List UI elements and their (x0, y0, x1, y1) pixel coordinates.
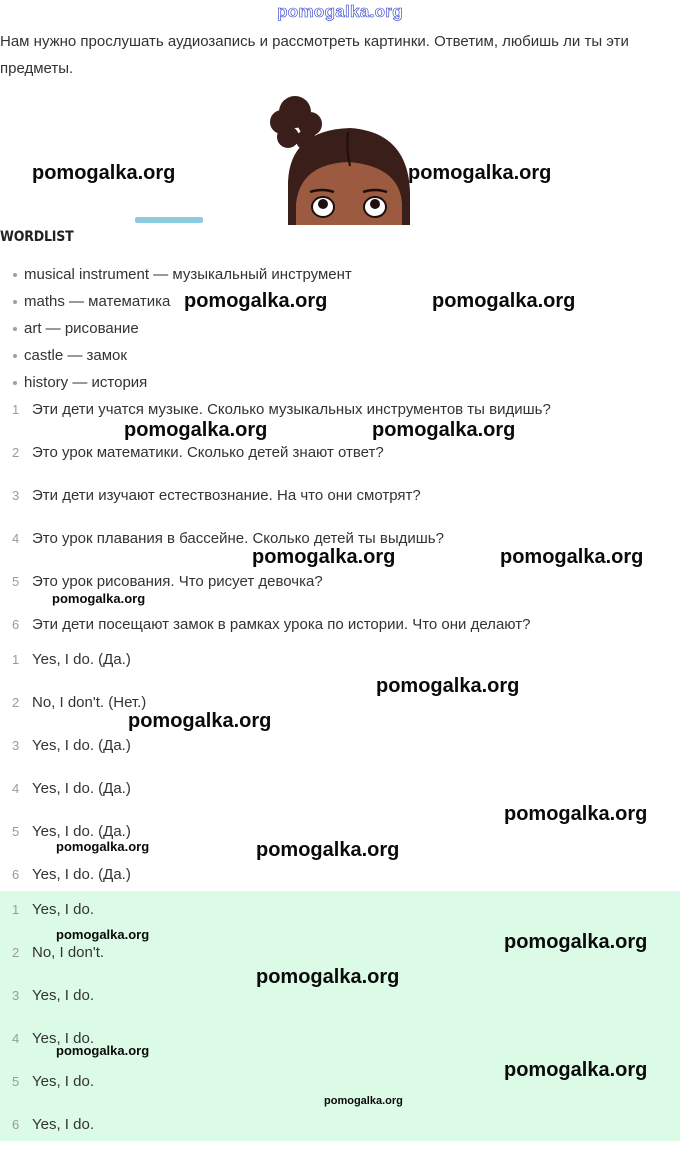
watermark: pomogalka.org (184, 290, 328, 312)
watermark: pomogalka.org (376, 675, 520, 697)
girl-illustration (130, 92, 420, 225)
item-text: Yes, I do. (32, 1073, 94, 1090)
item-number: 2 (12, 945, 20, 960)
item-number: 1 (12, 652, 20, 667)
watermark: pomogalka.org (324, 1095, 403, 1107)
item-number: 3 (12, 488, 20, 503)
watermark: pomogalka.org (124, 419, 268, 441)
watermark: pomogalka.org (56, 839, 150, 854)
wordlist-item: history — история (0, 369, 352, 396)
item-text: Эти дети посещают замок в рамках урока по истории. Что они делают? (32, 616, 531, 633)
list-item (0, 986, 680, 1029)
item-text: Yes, I do. (Да.) (32, 737, 131, 754)
questions-list (0, 400, 680, 658)
list-item (0, 693, 680, 736)
watermark: pomogalka.org (252, 546, 396, 568)
item-number: 5 (12, 824, 20, 839)
watermark: pomogalka.org (32, 162, 176, 184)
answers-ru-list (0, 650, 680, 908)
watermark: pomogalka.org (408, 162, 552, 184)
list-item (0, 443, 680, 486)
item-number: 2 (12, 695, 20, 710)
watermark: pomogalka.org (256, 966, 400, 988)
item-text: Это урок рисования. Что рисует девочка? (32, 573, 323, 590)
item-number: 3 (12, 988, 20, 1003)
list-item (0, 486, 680, 529)
list-item (0, 400, 680, 443)
item-text: Yes, I do. (32, 1116, 94, 1133)
watermark: pomogalka.org (432, 290, 576, 312)
watermark: pomogalka.org (372, 419, 516, 441)
item-text: Это урок плавания в бассейне. Сколько детей ты выдишь? (32, 530, 444, 547)
item-number: 4 (12, 531, 20, 546)
watermark: pomogalka.org (52, 591, 146, 606)
wordlist (0, 261, 352, 396)
watermark: pomogalka.org (128, 710, 272, 732)
item-number: 6 (12, 617, 20, 632)
watermark: pomogalka.org (504, 1059, 648, 1081)
site-header-link[interactable]: pomogalka.org (277, 2, 403, 21)
item-text: No, I don't. (Нет.) (32, 694, 147, 711)
item-text: Это урок математики. Сколько детей знают ответ? (32, 444, 384, 461)
item-number: 6 (12, 867, 20, 882)
watermark: pomogalka.org (256, 839, 400, 861)
item-number: 4 (12, 1031, 20, 1046)
wordlist-title: WORDLIST (0, 229, 74, 245)
wordlist-item: maths — математика (0, 288, 352, 315)
item-number: 4 (12, 781, 20, 796)
wordlist-item: castle — замок (0, 342, 352, 369)
item-text: Yes, I do. (32, 987, 94, 1004)
item-text: Yes, I do. (32, 1030, 94, 1047)
item-number: 5 (12, 1074, 20, 1089)
watermark: pomogalka.org (500, 546, 644, 568)
watermark: pomogalka.org (56, 927, 150, 942)
list-item (0, 650, 680, 693)
intro-text: Нам нужно прослушать аудиозапись и рассмотреть картинки. Ответим, любишь ли ты эти предметы. (0, 33, 629, 77)
item-text: Yes, I do. (Да.) (32, 780, 131, 797)
list-item (0, 736, 680, 779)
list-item (0, 1115, 680, 1158)
item-text: Эти дети учатся музыке. Сколько музыкальных инструментов ты видишь? (32, 401, 551, 418)
wordlist-item: musical instrument — музыкальный инструмент (0, 261, 352, 288)
watermark: pomogalka.org (56, 1043, 150, 1058)
item-number: 3 (12, 738, 20, 753)
item-text: No, I don't. (32, 944, 105, 961)
item-number: 1 (12, 902, 20, 917)
item-number: 6 (12, 1117, 20, 1132)
item-text: Yes, I do. (Да.) (32, 651, 131, 668)
item-text: Yes, I do. (32, 901, 94, 918)
wordlist-item: art — рисование (0, 315, 352, 342)
item-number: 1 (12, 402, 20, 417)
item-text: Yes, I do. (Да.) (32, 823, 131, 840)
item-number: 5 (12, 574, 20, 589)
watermark: pomogalka.org (504, 803, 648, 825)
item-text: Yes, I do. (Да.) (32, 866, 131, 883)
watermark: pomogalka.org (504, 931, 648, 953)
item-text: Эти дети изучают естествознание. На что они смотрят? (32, 487, 421, 504)
item-number: 2 (12, 445, 20, 460)
